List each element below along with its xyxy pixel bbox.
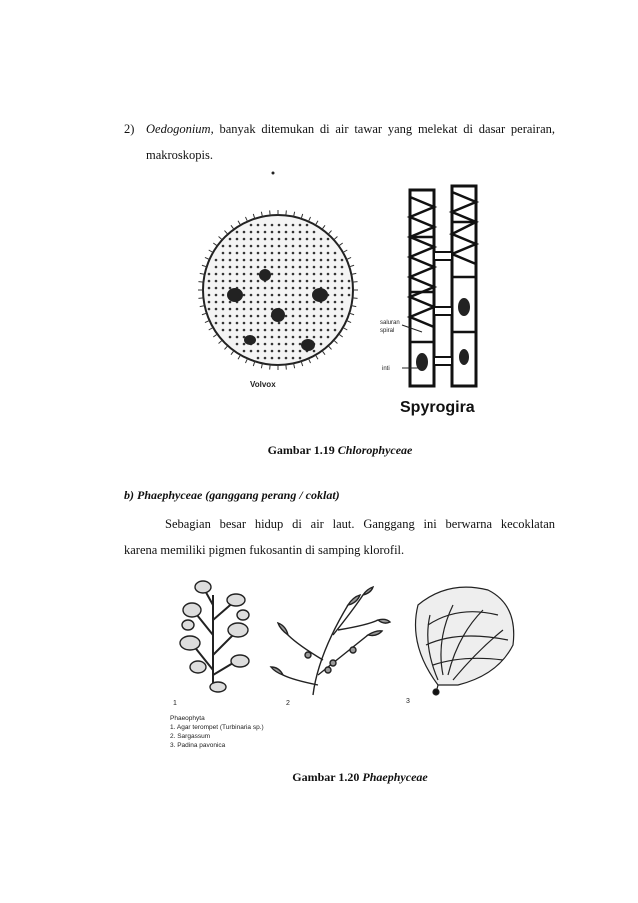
figure-1-20-phaeophyta bbox=[168, 575, 533, 765]
item-2-text: banyak ditemukan di air tawar yang melekat di dasar perairan, bbox=[213, 122, 555, 136]
figure-1-19-spyrogira bbox=[380, 182, 495, 422]
label-spyrogira: Spyrogira bbox=[400, 399, 475, 416]
padina-drawing bbox=[416, 587, 514, 695]
item-2-line-1 bbox=[146, 120, 555, 138]
section-b-para-line-2: karena memiliki pigmen fukosantin di samping klorofil. bbox=[124, 543, 405, 557]
caption-119-term: Chlorophyceae bbox=[337, 443, 413, 457]
figure-number-1: 1 bbox=[173, 700, 177, 707]
section-b-para-line-1: Sebagian besar hidup di air laut. Ganggang ini berwarna kecoklatan bbox=[165, 517, 555, 531]
caption-120-term: Phaephyceae bbox=[362, 770, 428, 784]
legend-item-2: 2. Sargassum bbox=[170, 733, 211, 740]
caption-119-prefix: Gambar 1.19 bbox=[267, 443, 338, 457]
label-saluran: saluran bbox=[380, 320, 400, 326]
label-volvox: Volvox bbox=[250, 380, 276, 389]
section-heading-phaephyceae: b) Phaephyceae (ganggang perang / coklat) bbox=[124, 488, 340, 502]
turbinaria-drawing bbox=[180, 581, 249, 692]
item-2-line-2: makroskopis. bbox=[146, 148, 214, 162]
figure-1-19-volvox bbox=[190, 165, 385, 397]
figure-number-3: 3 bbox=[406, 698, 410, 705]
term-oedogonium: Oedogonium, bbox=[146, 122, 214, 136]
list-number: 2) bbox=[124, 122, 135, 136]
label-inti: inti bbox=[382, 366, 390, 372]
legend-item-1: 1. Agar terompet (Turbinaria sp.) bbox=[170, 724, 264, 731]
legend-title: Phaeophyta bbox=[170, 715, 205, 722]
caption-120-prefix: Gambar 1.20 bbox=[292, 770, 363, 784]
caption-figure-1-20 bbox=[220, 770, 500, 785]
label-spiral: spiral bbox=[380, 328, 395, 334]
sargassum-drawing bbox=[271, 587, 390, 695]
figure-number-2: 2 bbox=[286, 700, 290, 707]
caption-figure-1-19 bbox=[200, 443, 480, 458]
legend-item-3: 3. Padina pavonica bbox=[170, 742, 226, 749]
